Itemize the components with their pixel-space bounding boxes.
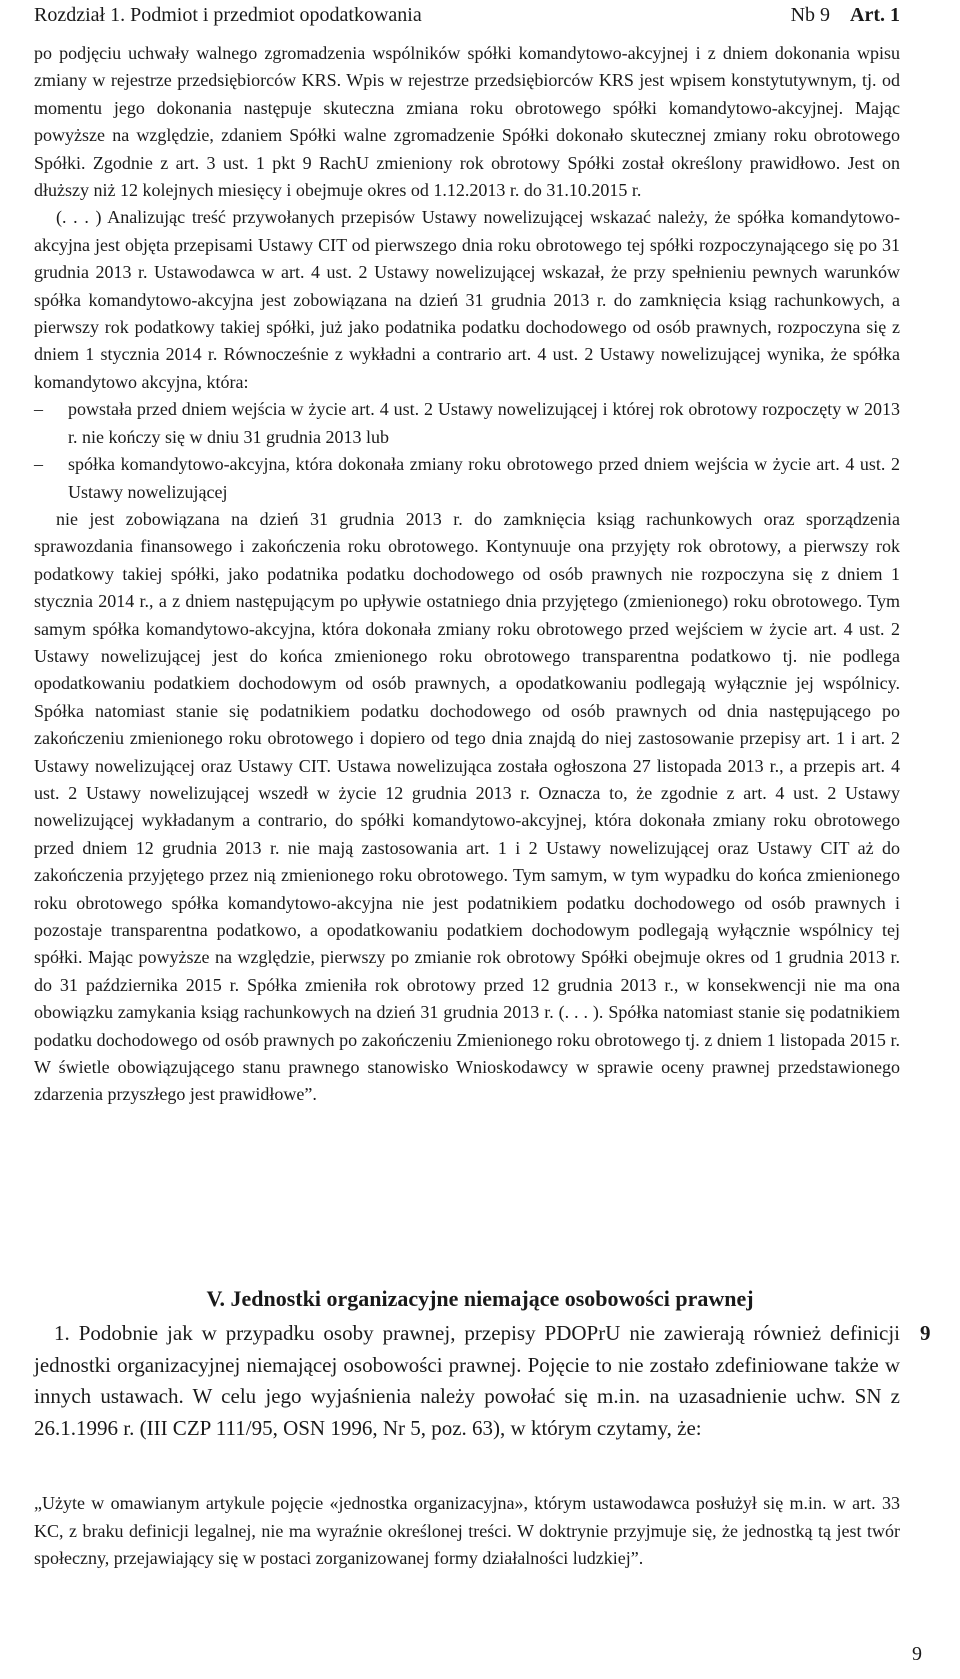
body-paragraph-1: 1. Podobnie jak w przypadku osoby prawnej, przepisy PDOPrU nie zawierają również definicji jednostki organizacyjnej niemającej osobowości prawnej. Pojęcie to nie zostało zdefiniowane także w innych ustawach. W celu jego wyjaśnienia należy powołać się m.in. na uzasadnienie uchw. SN z 26.1.1996 r. (III CZP 111/95, OSN 1996, Nr 5, poz. 63), w którym czytamy, że:: [34, 1321, 900, 1440]
dash-item-2: [34, 451, 900, 506]
dash-marker: –: [34, 399, 43, 420]
dash-item-text: spółka komandytowo-akcyjna, która dokonała zmiany roku obrotowego przed dniem wejścia w życie art. 4 ust. 2 Ustawy nowelizującej: [68, 454, 900, 502]
page-number: 9: [912, 1643, 922, 1665]
ruling-paragraph-3: nie jest zobowiązana na dzień 31 grudnia 2013 r. do zamknięcia ksiąg rachunkowych oraz sporządzenia sprawozdania finansowego i zakończenia roku obrotowego. Kontynuuje ona przyjęty rok obrotowy, a pierwszy rok podatkowy takiej spółki, jako podatnika podatku dochodowego od osób prawnych nie rozpoczyna się z dniem 1 stycznia 2014 r., a z dniem następującym po upływie ostatniego dnia przyjętego (zmienionego) roku obrotowego. Tym samym spółka komandytowo-akcyjna, która dokonała zmiany roku obrotowego przed wejściem w życie art. 4 ust. 2 Ustawy nowelizującej jest do końca zmienionego roku obrotowego transparentna podatkowo tj. nie podlega opodatkowaniu podatkiem dochodowym od osób prawnych, a opodatkowaniu podlegają wyłącznie jej wspólnicy. Spółka natomiast stanie się podatnikiem podatku dochodowego od osób prawnych od dnia następującego po zakończeniu zmienionego roku obrotowego i dopiero od tego dnia znajdą do niej zastosowanie przepisy art. 1 i art. 2 Ustawy nowelizującej oraz Ustawy CIT. Ustawa nowelizująca została ogłoszona 27 listopada 2013 r., a przepis art. 4 ust. 2 Ustawy nowelizującej wszedł w życie 12 grudnia 2013 r. Oznacza to, że zgodnie z art. 4 ust. 2 Ustawy nowelizującej wykładanym a contrario, do spółki komandytowo-akcyjnej, która dokonała zmiany roku obrotowego przed dniem 12 grudnia 2013 r. nie mają zastosowania art. 1 i 2 Ustawy nowelizującej oraz Ustawy CIT aż do zakończenia przyjętego przez nią zmienionego roku obrotowego. Tym samym, w tym wypadku do końca zmienionego roku obrotowego spółka komandytowo-akcyjna nie jest podatnikiem podatku dochodowego od osób prawnych i pozostaje transparentna podatkowo, a opodatkowaniu podatkiem dochodowym podlegają wyłącznie wspólnicy tej spółki. Mając powyższe na względzie, pierwszy po zmianie rok obrotowy Spółki obejmuje okres od 1 grudnia 2013 r. do 31 października 2015 r. Spółka zmieniła rok obrotowy przed 12 grudnia 2013 r., w konsekwencji nie ma ona obowiązku zamykania ksiąg rachunkowych na dzień 31 grudnia 2013 r. (. . . ). Spółka natomiast stanie się podatnikiem podatku dochodowego od osób prawnych po zakończeniu Zmienionego roku obrotowego tj. z dniem 1 listopada 2015 r. W świetle obowiązującego stanu prawnego stanowisko Wnioskodawcy w sprawie oceny prawnej przedstawionego zdarzenia przyszłego jest prawidłowe”.: [34, 508, 900, 1105]
chapter-title: Rozdział 1. Podmiot i przedmiot opodatkowania: [34, 4, 422, 26]
court-citation: [34, 1490, 900, 1573]
citation-text: „Użyte w omawianym artykule pojęcie «jednostka organizacyjna», którym ustawodawca posłużył się m.in. w art. 33 KC, z braku definicji legalnej, nie ma wyraźnie określonej treści. W doktrynie przyjmuje się, że jednostką tą jest twór społeczny, przejawiający się w postaci zorganizowanej formy działalności ludzkiej”.: [34, 1493, 900, 1568]
article-ref: Art. 1: [850, 4, 900, 26]
quoted-ruling: [34, 40, 900, 1109]
ruling-paragraph-1: po podjęciu uchwały walnego zgromadzenia wspólników spółki komandytowo-akcyjnej i z dniem dokonania wpisu zmiany w rejestrze przedsiębiorców KRS. Wpis w rejestrze przedsiębiorców KRS jest wpisem konstytutywnym, tj. od momentu jego dokonania następuje skuteczna zmiana roku obrotowego spółki komandytowo-akcyjnej. Mając powyższe na względzie, zdaniem Spółki walne zgromadzenie Spółki dokonało skutecznej zmiany roku obrotowego Spółki. Zgodnie z art. 3 ust. 1 pkt 9 RachU zmieniony rok obrotowy Spółki został określony prawidłowo. Jest on dłuższy niż 12 kolejnych miesięcy i obejmuje okres od 1.12.2013 r. do 31.10.2015 r.: [34, 43, 900, 201]
margin-number: 9: [920, 1321, 931, 1345]
dash-marker: –: [34, 454, 43, 475]
section-heading: V. Jednostki organizacyjne niemające osobowości prawnej: [206, 1286, 754, 1311]
body-text: [34, 1318, 900, 1444]
page-header: [34, 2, 900, 28]
dash-item-text: powstała przed dniem wejścia w życie art. 4 ust. 2 Ustawy nowelizującej i której rok obrotowy rozpoczęty w 2013 r. nie kończy się w dniu 31 grudnia 2013 lub: [68, 399, 900, 447]
header-reference: [791, 2, 900, 28]
dash-item-1: [34, 396, 900, 451]
margin-number-ref: Nb 9: [790, 4, 831, 26]
ruling-paragraph-2: (. . . ) Analizując treść przywołanych przepisów Ustawy nowelizującej wskazać należy, że spółka komandytowo-akcyjna jest objęta przepisami Ustawy CIT od pierwszego dnia roku obrotowego tej spółki rozpoczynającego się po 31 grudnia 2013 r. Ustawodawca w art. 4 ust. 2 Ustawy nowelizującej wskazał, że przy spełnieniu pewnych warunków spółka komandytowo-akcyjna jest zobowiązana na dzień 31 grudnia 2013 r. do zamknięcia ksiąg rachunkowych, a pierwszy rok podatkowy takiej spółki, już jako podatnika podatku dochodowego od osób prawnych, rozpoczyna się z dniem 1 stycznia 2014 r. Równocześnie z wykładni a contrario art. 4 ust. 2 Ustawy nowelizującej wynika, że spółka komandytowo akcyjna, która:: [34, 207, 900, 392]
